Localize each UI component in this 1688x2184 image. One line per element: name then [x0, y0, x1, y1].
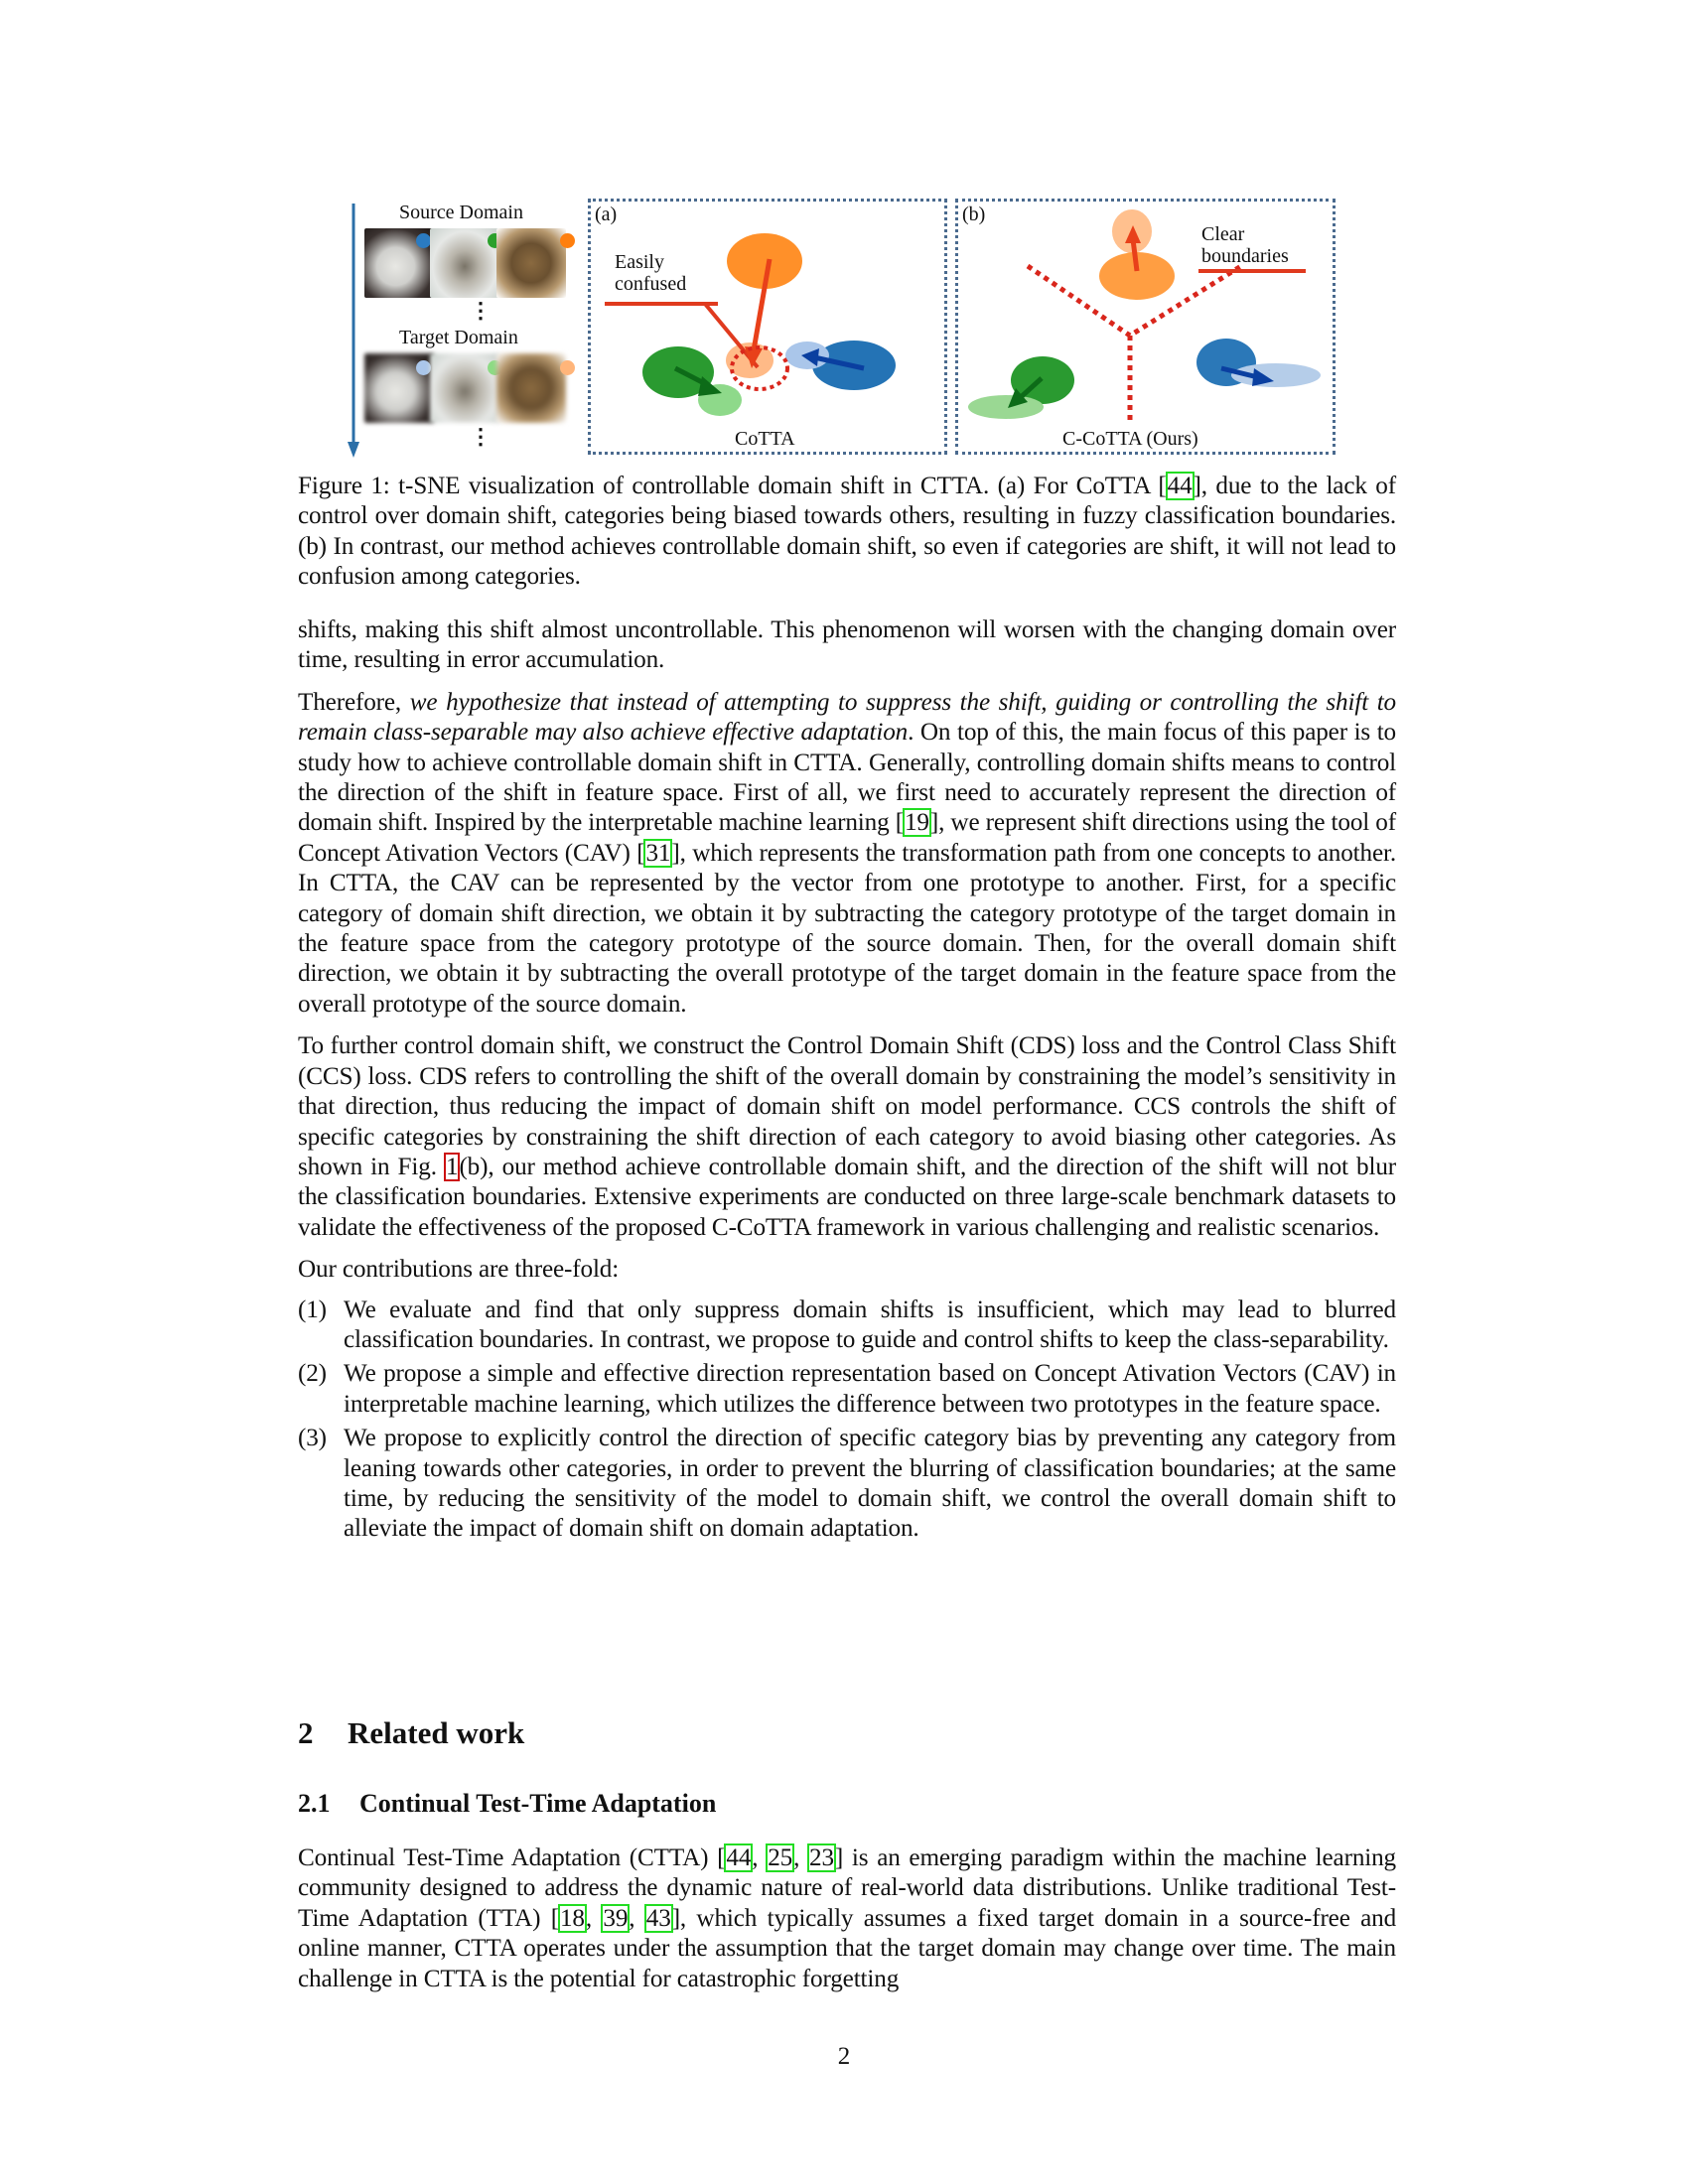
citation-link[interactable]: 39 — [603, 1904, 629, 1932]
paragraph-3 — [298, 1031, 1396, 1243]
contribution-text: We propose to explicitly control the direction of specific category bias by preventing any category from leaning towards other categories, in order to prevent the blurring of classification boundaries; at the same time, by reducing the sensitivity of the model to domain shift, we control the overall domain shift to alleviate the impact of domain shift on domain adaptation. — [344, 1425, 1396, 1543]
caption-text-suffix: ], due to the lack of control over domain shift, categories being biased towards others, resulting in fuzzy classification boundaries. (b) In contrast, our method achieves controllable domain shift, so even if categories are shift, it will not lead to confusion among categories. — [298, 473, 1396, 591]
contribution-item — [298, 1424, 1396, 1545]
related-text-c: ], which typically assumes a fixed target domain in a source-free and online manner, CTTA operates under the assumption that the target domain may change over time. The main challenge in CTTA is the potential for catastrophic forgetting — [298, 1904, 1397, 1992]
tsne-plot-a — [591, 202, 944, 452]
paragraph-3-text-b: (b), our method achieve controllable domain shift, and the direction of the shift will not blur the classification boundaries. Extensive experiments are conducted on three large-scale benchmark datasets to validate the effectiveness of the proposed C-CoTTA framework in various challenging and realistic scenarios. — [298, 1153, 1396, 1241]
related-work-text — [298, 1843, 1396, 1994]
citation-link[interactable]: 31 — [645, 839, 671, 867]
contribution-item — [298, 1296, 1396, 1356]
figure-reference-link[interactable]: 1 — [445, 1153, 459, 1180]
related-paragraph — [298, 1843, 1396, 1994]
body-text — [298, 615, 1396, 1549]
citation-separator: , — [629, 1904, 645, 1932]
panel-b-tag: (b) — [962, 204, 986, 225]
target-thumbnail-frog — [496, 353, 566, 423]
ellipsis-target: ⋮ — [470, 424, 492, 449]
cluster-green-target — [968, 395, 1044, 419]
paragraph-2-text-a: . On top of this, the main focus of this paper is to study how to achieve controllable domain shift in CTTA. Generally, controlling domain shifts means to control the direction of the shift in feature space. First of all, we first need to accurately represent the direction of domain shift. Inspired by the interpretable machine learning [ — [298, 719, 1396, 837]
paragraph-1: shifts, making this shift almost uncontrollable. This phenomenon will worsen with the changing domain over time, resulting in error accumulation. — [298, 616, 1396, 674]
contribution-text: We propose a simple and effective direction representation based on Concept Ativation Vectors (CAV) in interpretable machine learning, which utilizes the difference between two prototypes in the feature space. — [344, 1360, 1396, 1418]
citation-separator: , — [793, 1844, 809, 1871]
source-domain-label: Source Domain — [399, 202, 523, 223]
ellipsis-source: ⋮ — [470, 298, 492, 323]
source-thumbnail-frog — [496, 228, 566, 298]
citation-link[interactable]: 43 — [645, 1904, 671, 1932]
section-number: 2 — [298, 1715, 314, 1750]
figure-caption — [298, 472, 1396, 593]
caption-text-prefix: Figure 1: t-SNE visualization of controllable domain shift in CTTA. (a) For CoTTA [ — [298, 473, 1167, 499]
class-dot-blue — [416, 233, 431, 248]
citation-link[interactable]: 44 — [726, 1844, 752, 1871]
contributions-list — [298, 1296, 1396, 1545]
panel-a-method-label: CoTTA — [735, 428, 795, 450]
paragraph-2-text-b: ], we represent shift directions using the tool of Concept Ativation Vectors (CAV) [ — [298, 809, 1396, 867]
contribution-number: (2) — [298, 1360, 327, 1388]
related-text-a: Continual Test-Time Adaptation (CTTA) [ — [298, 1844, 726, 1871]
annotation-line-1: Easily — [615, 251, 664, 273]
paragraph-2-text-c: ], which represents the transformation path from one concepts to another. In CTTA, the CAV can be represented by the vector from one prototype to another. First, for a specific category of domain shift direction, we obtain it by subtracting the category prototype of the target domain in the feature space from the category prototype of the source domain. Then, for the overall domain shift direction, we obtain it by subtracting the overall prototype of the target domain in the feature space from the overall prototype of the source domain. — [298, 839, 1396, 1018]
class-dot-light-blue — [416, 360, 431, 375]
panel-b-c-cotta — [955, 199, 1336, 455]
tsne-plot-b — [958, 202, 1333, 452]
contribution-number: (3) — [298, 1425, 327, 1452]
citation-link[interactable]: 25 — [768, 1844, 793, 1871]
class-dot-orange — [560, 233, 575, 248]
subsection-number: 2.1 — [298, 1789, 331, 1818]
panel-a-tag: (a) — [595, 204, 618, 225]
panel-a-cotta — [588, 199, 947, 455]
hypothesis-italic: we hypothesize that instead of attempting to suppress the shift, guiding or controlling the shift to remain class-separable may also achieve effective adaptation — [298, 688, 1396, 747]
panel-b-method-label: C-CoTTA (Ours) — [1062, 428, 1198, 450]
paragraph-2 — [298, 688, 1396, 1020]
citation-link[interactable]: 23 — [809, 1844, 834, 1871]
citation-separator: , — [585, 1904, 603, 1932]
subsection-heading — [298, 1789, 716, 1819]
target-domain-label: Target Domain — [399, 327, 518, 348]
citation-link[interactable]: 18 — [559, 1904, 585, 1932]
paragraph-3-text-a: To further control domain shift, we construct the Control Domain Shift (CDS) loss and the Control Class Shift (CCS) loss. CDS refers to controlling the shift of the overall domain by constraining the model’s sensitivity in that direction, thus reducing the impact of domain shift on model performance. CCS controls the shift of specific categories by constraining the shift direction of each category to avoid biasing other categories. As shown in Fig. — [298, 1032, 1396, 1180]
section-heading — [298, 1715, 524, 1751]
time-arrow-icon — [346, 204, 361, 460]
annotation-line-2: confused — [615, 273, 687, 295]
paragraph-4: Our contributions are three-fold: — [298, 1256, 620, 1284]
contribution-item — [298, 1359, 1396, 1420]
contribution-text: We evaluate and find that only suppress domain shifts is insufficient, which may lead to blurred classification boundaries. In contrast, we propose to guide and control shifts to keep the class-separability. — [344, 1296, 1396, 1353]
subsection-title: Continual Test-Time Adaptation — [359, 1789, 717, 1818]
related-text-b: ] is an emerging paradigm within the machine learning community designed to address the dynamic nature of real-world data distributions. Unlike traditional Test-Time Adaptation (TTA) [ — [298, 1844, 1397, 1932]
annotation-line-2: boundaries — [1201, 245, 1289, 267]
page-number: 2 — [837, 2043, 851, 2070]
citation-link[interactable]: 19 — [904, 809, 929, 837]
annotation-line-1: Clear — [1201, 223, 1245, 245]
contribution-number: (1) — [298, 1296, 327, 1323]
paragraph-2-lead: Therefore, — [298, 688, 410, 716]
section-title: Related work — [348, 1715, 525, 1750]
citation-separator: , — [752, 1844, 768, 1871]
class-dot-light-orange — [560, 360, 575, 375]
citation-link[interactable]: 44 — [1167, 473, 1193, 499]
figure-1 — [338, 194, 1350, 462]
